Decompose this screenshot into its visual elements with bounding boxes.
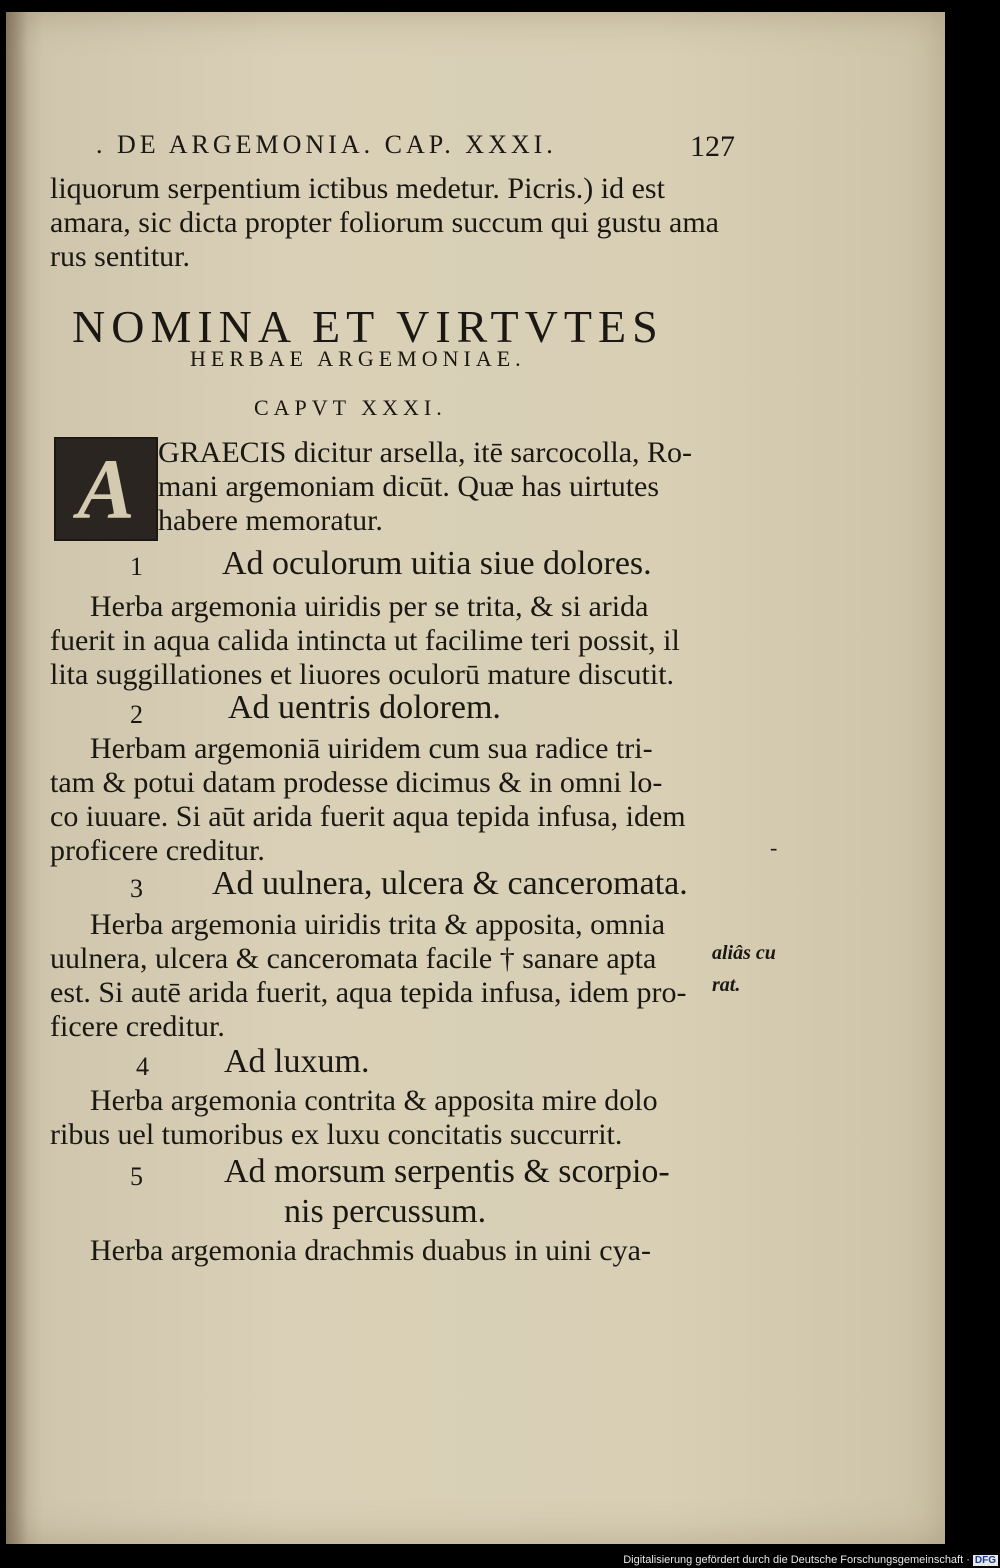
book-page [6, 12, 945, 1544]
section-line: fuerit in aqua calida intincta ut facilime teri possit, il [50, 624, 680, 657]
section-heading: Ad oculorum uitia siue dolores. [222, 545, 652, 582]
section-heading-continued: nis percussum. [284, 1193, 487, 1230]
intro-line: amara, sic dicta propter foliorum succum qui gustu ama [50, 206, 719, 239]
intro-line: rus sentitur. [50, 240, 190, 273]
chapter-title: NOMINA ET VIRTVTES [72, 301, 664, 352]
margin-mark: - [770, 835, 778, 860]
initial-letter: A [77, 441, 135, 537]
credit-text: Digitalisierung gefördert durch die Deutsche Forschungsgemeinschaft · [623, 1554, 970, 1566]
section-line: ficere creditur. [50, 1010, 225, 1043]
section-number: 4 [136, 1052, 149, 1081]
section-line: ribus uel tumoribus ex luxu concitatis succurrit. [50, 1118, 623, 1151]
intro-line: liquorum serpentium ictibus medetur. Picris.) id est [50, 172, 665, 205]
section-line: Herba argemonia contrita & apposita mire dolo [90, 1084, 658, 1117]
section-line: lita suggillationes et liuores oculorū mature discutit. [50, 658, 675, 691]
running-title: . DE ARGEMONIA. CAP. XXXI. [96, 130, 557, 159]
opening-line: mani argemoniam dicūt. Quæ has uirtutes [158, 470, 660, 503]
page-gutter-shadow [6, 12, 28, 1544]
chapter-subtitle: HERBAE ARGEMONIAE. [190, 346, 526, 371]
section-line: est. Si autē arida fuerit, aqua tepida infusa, idem pro- [50, 976, 687, 1009]
section-line: Herba argemonia uiridis per se trita, & si arida [90, 590, 649, 623]
section-line: co iuuare. Si aūt arida fuerit aqua tepida infusa, idem [50, 800, 686, 833]
opening-line: GRAECIS dicitur arsella, itē sarcocolla, Ro- [158, 436, 693, 469]
margin-note: rat. [712, 974, 741, 996]
section-heading: Ad luxum. [224, 1043, 370, 1080]
page-number: 127 [690, 130, 735, 163]
margin-note: aliâs cu [712, 942, 776, 964]
decorated-initial [54, 437, 158, 541]
section-line: Herba argemonia uiridis trita & apposita, omnia [90, 908, 666, 941]
section-number: 2 [130, 700, 143, 729]
digitization-credit [623, 1554, 998, 1566]
dfg-logo: DFG [974, 1555, 996, 1566]
section-line: uulnera, ulcera & canceromata facile † sanare apta [50, 942, 657, 975]
section-heading: Ad uentris dolorem. [228, 689, 501, 726]
section-line: Herba argemonia drachmis duabus in uini cya- [90, 1234, 651, 1267]
section-number: 1 [130, 552, 143, 581]
section-line: proficere creditur. [50, 834, 265, 867]
section-line: Herbam argemoniā uiridem cum sua radice tri- [90, 732, 653, 765]
caput-heading: CAPVT XXXI. [254, 395, 447, 420]
section-heading: Ad uulnera, ulcera & canceromata. [212, 865, 688, 902]
opening-line: habere memoratur. [158, 504, 383, 537]
section-heading: Ad morsum serpentis & scorpio- [224, 1153, 670, 1190]
section-number: 5 [130, 1162, 143, 1191]
section-line: tam & potui datam prodesse dicimus & in omni lo- [50, 766, 663, 799]
section-number: 3 [130, 874, 143, 903]
